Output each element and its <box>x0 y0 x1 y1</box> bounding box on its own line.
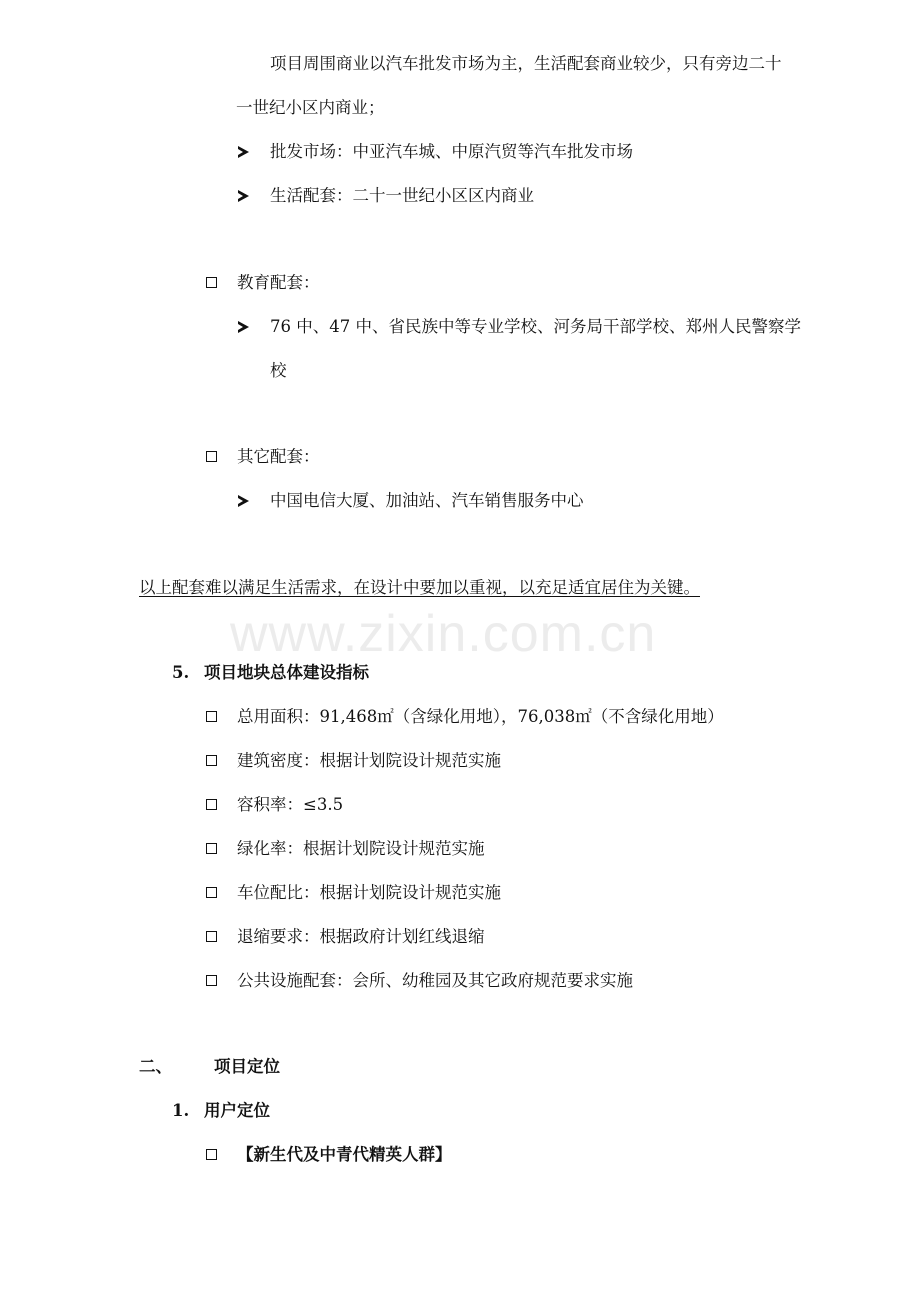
arrow-bullet-icon <box>238 495 249 507</box>
subsection-1-number: 1. <box>172 1101 190 1120</box>
other-bullet: 中国电信大厦、加油站、汽车销售服务中心 <box>270 491 584 510</box>
checkbox-square-icon <box>206 451 217 462</box>
indicator-building-density: 建筑密度：根据计划院设计规范实施 <box>237 751 501 770</box>
commerce-bullet-living: 生活配套：二十一世纪小区区内商业 <box>270 186 534 205</box>
checkbox-square-icon <box>206 975 217 986</box>
indicator-setback: 退缩要求：根据政府计划红线退缩 <box>237 927 485 946</box>
watermark-text: www.zixin.com.cn <box>230 605 657 663</box>
checkbox-square-icon <box>206 277 217 288</box>
section-5-title: 项目地块总体建设指标 <box>204 663 369 682</box>
conclusion-text: 以上配套难以满足生活需求，在设计中要加以重视，以充足适宜居住为关键。 <box>139 578 700 597</box>
arrow-bullet-icon <box>238 321 249 333</box>
subsection-1-title: 用户定位 <box>204 1101 270 1120</box>
indicator-plot-ratio: 容积率：≤3.5 <box>237 795 344 814</box>
checkbox-square-icon <box>206 711 217 722</box>
indicator-parking-ratio: 车位配比：根据计划院设计规范实施 <box>237 883 501 902</box>
indicator-public-facilities: 公共设施配套：会所、幼稚园及其它政府规范要求实施 <box>237 971 633 990</box>
checkbox-square-icon <box>206 931 217 942</box>
arrow-bullet-icon <box>238 190 249 202</box>
target-group-label: 【新生代及中青代精英人群】 <box>237 1145 452 1164</box>
intro-paragraph-line-1: 项目周围商业以汽车批发市场为主，生活配套商业较少，只有旁边二十 <box>270 54 782 73</box>
checkbox-square-icon <box>206 799 217 810</box>
commerce-bullet-wholesale: 批发市场：中亚汽车城、中原汽贸等汽车批发市场 <box>270 142 633 161</box>
education-bullet-line-1: 76 中、47 中、省民族中等专业学校、河务局干部学校、郑州人民警察学 <box>270 317 801 336</box>
education-heading: 教育配套： <box>237 273 320 292</box>
chapter-2-title: 项目定位 <box>214 1057 280 1076</box>
intro-paragraph-line-2: 一世纪小区内商业； <box>236 98 385 117</box>
education-bullet-line-2: 校 <box>270 361 287 380</box>
arrow-bullet-icon <box>238 146 249 158</box>
indicator-total-area: 总用面积：91,468㎡（含绿化用地），76,038㎡（不含绿化用地） <box>237 707 724 726</box>
checkbox-square-icon <box>206 843 217 854</box>
chapter-2-number: 二、 <box>139 1057 172 1076</box>
checkbox-square-icon <box>206 1149 217 1160</box>
other-heading: 其它配套： <box>237 447 320 466</box>
checkbox-square-icon <box>206 887 217 898</box>
checkbox-square-icon <box>206 755 217 766</box>
indicator-green-rate: 绿化率：根据计划院设计规范实施 <box>237 839 485 858</box>
section-5-number: 5. <box>172 663 190 682</box>
